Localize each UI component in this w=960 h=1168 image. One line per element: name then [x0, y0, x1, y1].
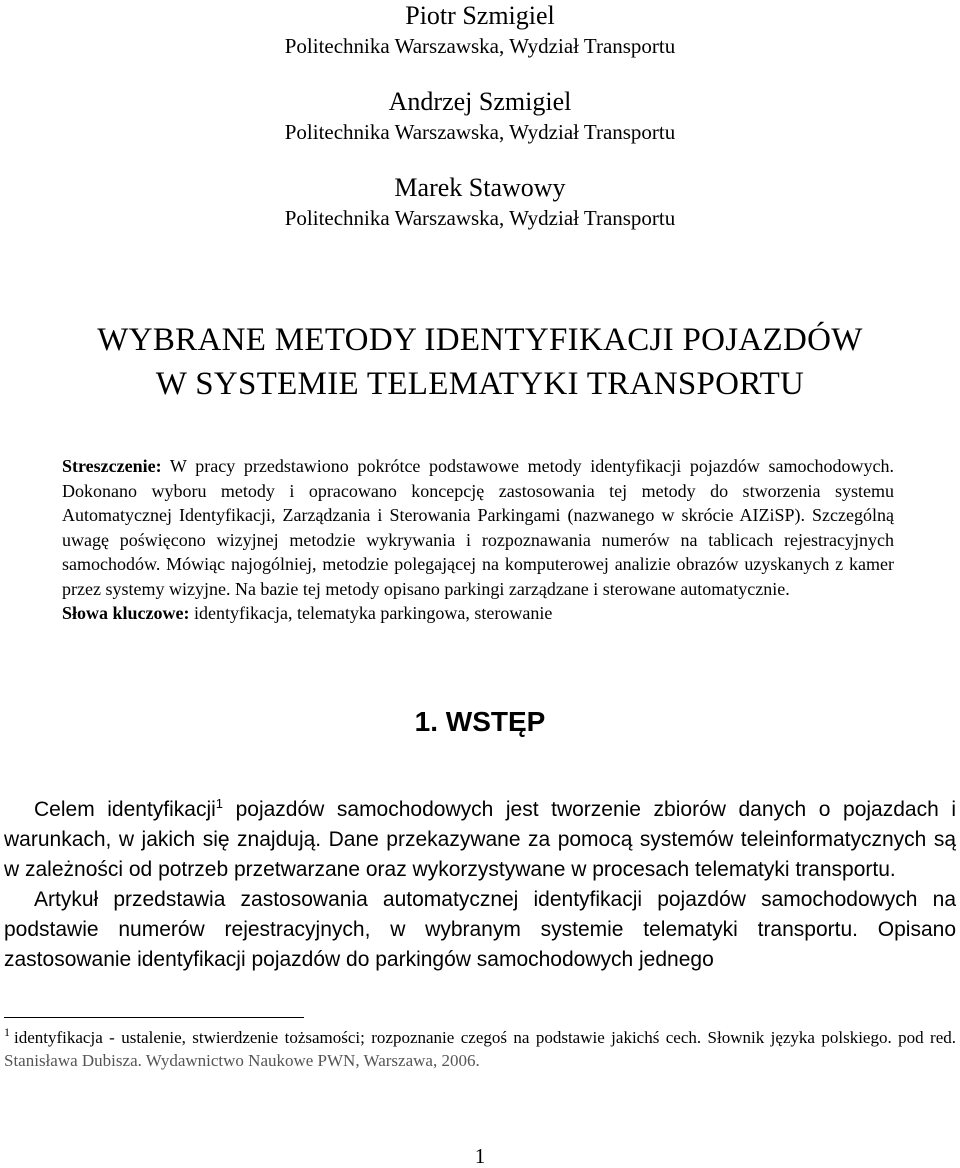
page-number: 1 — [474, 1144, 486, 1168]
author-1 — [0, 0, 960, 60]
footnote-marker: 1 — [4, 1025, 10, 1040]
paragraph-1 — [4, 795, 956, 885]
footnote-text: identyfikacja - ustalenie, stwierdzenie tożsamości; rozpoznanie czegoś na podstawie jakichś cech. Słownik języka polskiego. pod red. — [14, 1028, 956, 1047]
keywords-text: identyfikacja, telematyka parkingowa, sterowanie — [189, 603, 553, 623]
author-affiliation: Politechnika Warszawska, Wydział Transportu — [284, 120, 676, 144]
paper-title — [0, 318, 960, 406]
footnote-separator — [4, 1017, 304, 1018]
abstract — [62, 454, 894, 626]
footnote-citation: Stanisława Dubisza. Wydawnictwo Naukowe PWN, Warszawa, 2006. — [4, 1051, 480, 1070]
author-name: Andrzej Szmigiel — [388, 87, 572, 116]
author-affiliation: Politechnika Warszawska, Wydział Transportu — [284, 34, 676, 58]
section-heading: 1. WSTĘP — [414, 706, 546, 737]
author-3 — [0, 172, 960, 232]
footnote-reference[interactable]: 1 — [215, 796, 224, 811]
title-line-2: W SYSTEMIE TELEMATYKI TRANSPORTU — [155, 366, 805, 402]
author-name: Piotr Szmigiel — [405, 1, 555, 30]
title-line-1: WYBRANE METODY IDENTYFIKACJI POJAZDÓW — [97, 322, 863, 358]
author-2 — [0, 86, 960, 146]
paragraph-text: Celem identyfikacji — [34, 798, 216, 821]
body-text — [4, 795, 956, 975]
author-name: Marek Stawowy — [394, 173, 566, 202]
keywords — [62, 601, 894, 626]
author-affiliation: Politechnika Warszawska, Wydział Transportu — [284, 206, 676, 230]
paragraph-2: Artykuł przedstawia zastosowania automatycznej identyfikacji pojazdów samochodowych na podstawie numerów rejestracyjnych, w wybranym systemie telematyki transportu. Opisano zastosowanie identyfikacji pojazdów do parkingów samochodowych jednego — [4, 888, 956, 971]
keywords-label: Słowa kluczowe: — [62, 603, 190, 623]
abstract-text: W pracy przedstawiono pokrótce podstawowe metody identyfikacji pojazdów samochodowych. Dokonano wyboru metody i opracowano koncepcję zastosowania tej metody do stworzenia systemu Automatycznej Identyfikacji, Zarządzania i Sterowania Parkingami (nazwanego w skrócie AIZiSP). Szczególną uwagę poświęcono wizyjnej metodzie wykrywania i rozpoznawania numerów na tablicach rejestracyjnych samochodów. Mówiąc najogólniej, metodzie polegającej na komputerowej analizie obrazów uzyskanych z kamer przez systemy wizyjne. Na bazie tej metody opisano parkingi zarządzane i sterowane automatycznie. — [62, 456, 894, 599]
paragraph-text: pojazdów samochodowych jest tworzenie zbiorów danych o pojazdach i warunkach, w jakich się znajdują. Dane przekazywane za pomocą systemów teleinformatycznych są w zależności od potrzeb przetwarzane oraz wykorzystywane w procesach telematyki transportu. — [4, 798, 956, 881]
footnote — [4, 1026, 956, 1072]
abstract-body — [62, 454, 894, 601]
abstract-label: Streszczenie: — [62, 456, 162, 476]
